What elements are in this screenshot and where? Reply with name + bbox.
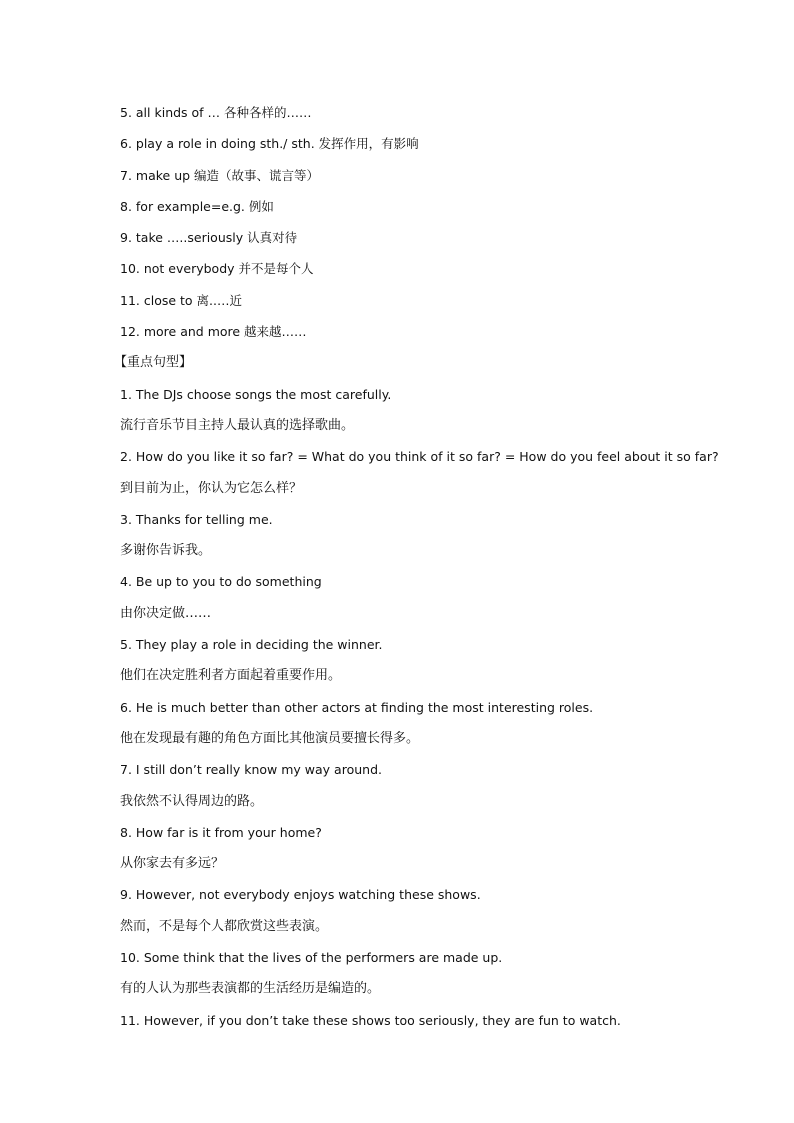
sentence-english: 8. How far is it from your home? [120,824,322,840]
sentence-english: 6. He is much better than other actors at finding the most interesting roles. [120,699,594,715]
sentence-chinese: 我依然不认得周边的路。 [120,793,264,809]
sentence-chinese: 多谢你告诉我。 [120,543,212,559]
sentence-english: 5. They play a role in deciding the winner. [120,637,383,653]
phrase-line: 9. take …..seriously 认真对待 [120,230,298,246]
phrase-line: 12. more and more 越来越…… [120,324,307,340]
sentence-chinese: 流行音乐节目主持人最认真的选择歌曲。 [120,417,355,433]
phrase-line: 8. for example=e.g. 例如 [120,198,274,214]
phrase-line: 10. not everybody 并不是每个人 [120,261,314,277]
sentence-chinese: 到目前为止，你认为它怎么样？ [120,480,303,496]
sentence-chinese: 从你家去有多远？ [120,856,225,872]
sentence-english: 2. How do you like it so far? = What do you think of it so far? = How do you feel about it so far? [120,449,719,465]
sentence-english: 9. However, not everybody enjoys watching these shows. [120,887,481,903]
sentence-english: 3. Thanks for telling me. [120,511,273,527]
sentence-english: 10. Some think that the lives of the performers are made up. [120,950,503,966]
sentence-english: 7. I still don’t really know my way around. [120,762,382,778]
phrase-line: 6. play a role in doing sth./ sth. 发挥作用，有影响 [120,136,419,152]
sentence-chinese: 他们在决定胜利者方面起着重要作用。 [120,668,342,684]
phrase-line: 7. make up 编造（故事、谎言等） [120,167,320,183]
phrase-line: 11. close to 离..…近 [120,292,242,308]
sentence-chinese: 有的人认为那些表演都的生活经历是编造的。 [120,981,381,997]
sentence-chinese: 然而，不是每个人都欣赏这些表演。 [120,918,329,934]
sentence-english: 4. Be up to you to do something [120,574,322,590]
document-content [114,103,720,1042]
sentence-english: 1. The DJs choose songs the most carefully. [120,386,392,402]
sentence-english: 11. However, if you don’t take these shows too seriously, they are fun to watch. [120,1012,621,1028]
sentence-chinese: 他在发现最有趣的角色方面比其他演员要擅长得多。 [120,730,420,746]
phrase-line: 5. all kinds of … 各种各样的…… [120,105,312,120]
sentence-chinese: 由你决定做…… [120,605,212,621]
section-heading: 【重点句型】 [114,355,193,371]
